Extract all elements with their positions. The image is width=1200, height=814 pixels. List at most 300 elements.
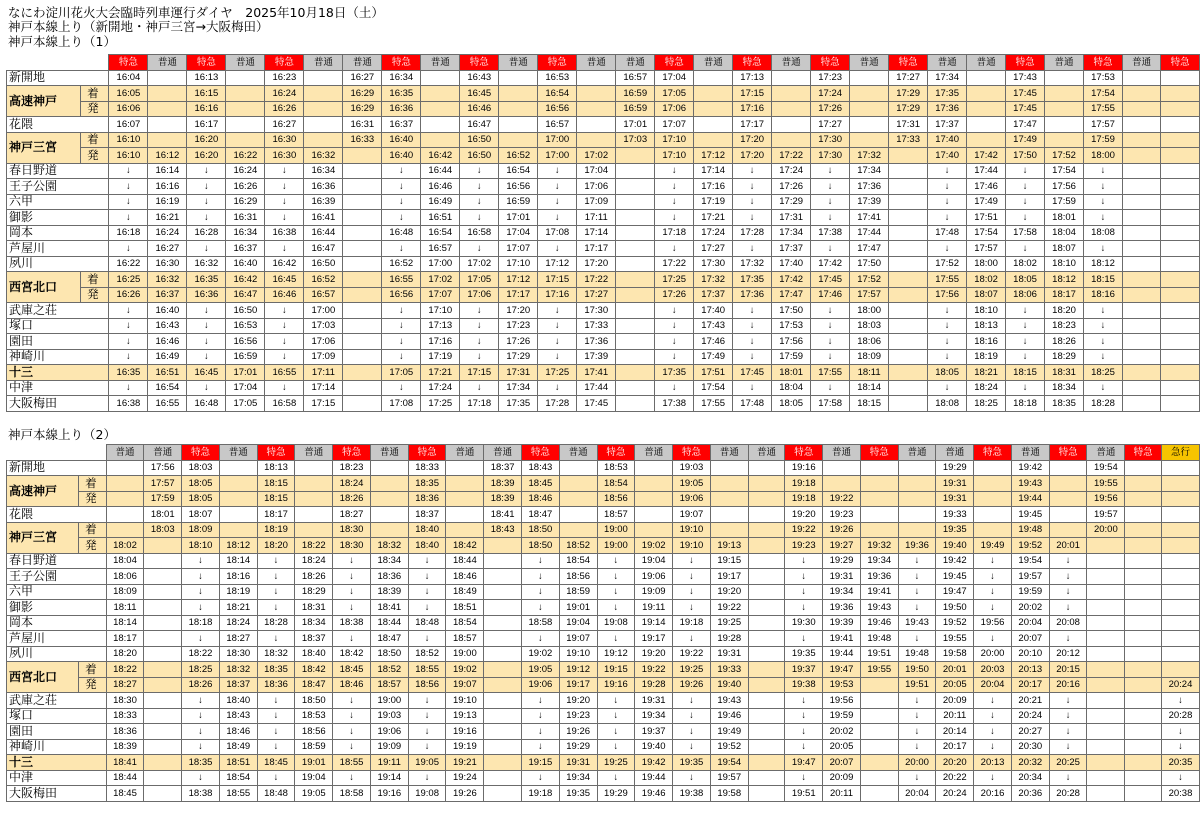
time-cell: 18:45 xyxy=(333,662,371,678)
station-name: 春日野道 xyxy=(7,163,109,179)
time-cell: ↓ xyxy=(811,334,850,350)
arrival-label: 着 xyxy=(79,662,106,678)
time-cell: 18:39 xyxy=(484,491,522,507)
time-cell xyxy=(499,101,538,117)
time-cell: ↓ xyxy=(522,724,560,740)
time-cell: ↓ xyxy=(733,334,772,350)
time-cell xyxy=(577,70,616,86)
time-cell: ↓ xyxy=(673,600,711,616)
time-cell: 17:38 xyxy=(811,225,850,241)
time-cell xyxy=(304,70,343,86)
time-cell xyxy=(144,677,182,693)
time-cell: ↓ xyxy=(1084,179,1123,195)
time-cell xyxy=(106,522,144,538)
time-cell xyxy=(616,349,655,365)
time-cell: ↓ xyxy=(522,569,560,585)
time-cell: 17:54 xyxy=(967,225,1006,241)
time-cell: 16:52 xyxy=(304,272,343,288)
time-cell xyxy=(1049,507,1087,523)
time-cell xyxy=(1087,708,1125,724)
station-name: 王子公園 xyxy=(7,569,107,585)
time-cell: 19:33 xyxy=(710,662,748,678)
time-cell xyxy=(1087,631,1125,647)
time-cell: 18:32 xyxy=(257,646,295,662)
time-cell: 19:12 xyxy=(559,662,597,678)
time-cell: 16:04 xyxy=(109,70,148,86)
train-type-cell: 普通 xyxy=(694,55,733,71)
time-cell: ↓ xyxy=(785,631,823,647)
time-cell: 20:11 xyxy=(936,708,974,724)
time-cell: ↓ xyxy=(1084,303,1123,319)
time-cell xyxy=(144,693,182,709)
time-cell: 16:53 xyxy=(226,318,265,334)
time-cell: 18:00 xyxy=(967,256,1006,272)
time-cell: ↓ xyxy=(109,318,148,334)
time-cell: 16:10 xyxy=(109,148,148,164)
time-cell: 18:22 xyxy=(106,662,144,678)
time-cell xyxy=(144,786,182,802)
time-cell: 17:22 xyxy=(577,272,616,288)
time-cell: 18:06 xyxy=(850,334,889,350)
time-cell: ↓ xyxy=(265,179,304,195)
time-cell: 16:19 xyxy=(148,194,187,210)
time-cell: 19:04 xyxy=(635,553,673,569)
time-cell: 18:17 xyxy=(1045,287,1084,303)
time-cell xyxy=(144,770,182,786)
time-cell: ↓ xyxy=(257,584,295,600)
time-cell: 20:01 xyxy=(936,662,974,678)
time-cell: ↓ xyxy=(597,600,635,616)
time-cell: 16:30 xyxy=(265,148,304,164)
time-cell: 19:56 xyxy=(823,693,861,709)
time-cell xyxy=(748,708,785,724)
time-cell: 19:55 xyxy=(936,631,974,647)
time-cell: ↓ xyxy=(974,739,1012,755)
time-cell: 17:22 xyxy=(655,256,694,272)
time-cell: 17:40 xyxy=(928,132,967,148)
time-cell: 19:31 xyxy=(936,491,974,507)
time-cell xyxy=(889,287,928,303)
time-cell: 18:23 xyxy=(333,460,371,476)
time-cell: ↓ xyxy=(785,584,823,600)
time-cell xyxy=(694,70,733,86)
time-cell xyxy=(1161,241,1200,257)
time-cell: 18:32 xyxy=(219,662,257,678)
time-cell xyxy=(748,460,785,476)
time-cell: ↓ xyxy=(382,334,421,350)
time-cell xyxy=(219,476,257,492)
time-cell: 18:40 xyxy=(295,646,333,662)
time-cell: 17:27 xyxy=(577,287,616,303)
time-cell: ↓ xyxy=(597,739,635,755)
time-cell: 17:50 xyxy=(850,256,889,272)
station-name: 花隈 xyxy=(7,117,109,133)
time-cell: 17:27 xyxy=(889,70,928,86)
time-cell: 17:03 xyxy=(616,132,655,148)
time-cell xyxy=(1161,179,1200,195)
time-cell xyxy=(748,786,785,802)
time-cell: 17:59 xyxy=(772,349,811,365)
time-cell: 17:24 xyxy=(421,380,460,396)
time-cell: ↓ xyxy=(1049,553,1087,569)
time-cell xyxy=(889,303,928,319)
time-cell: 16:17 xyxy=(187,117,226,133)
train-type-cell: 普通 xyxy=(343,55,382,71)
table-row xyxy=(7,365,1200,381)
time-cell: 17:35 xyxy=(733,272,772,288)
time-cell: ↓ xyxy=(257,553,295,569)
time-cell: ↓ xyxy=(187,210,226,226)
table-row xyxy=(7,631,1200,647)
time-cell: 19:01 xyxy=(295,755,333,771)
time-cell: 17:32 xyxy=(733,256,772,272)
time-cell: 16:48 xyxy=(382,225,421,241)
time-cell: ↓ xyxy=(257,631,295,647)
train-type-cell: 普通 xyxy=(148,55,187,71)
time-cell xyxy=(577,117,616,133)
time-cell xyxy=(343,380,382,396)
time-cell xyxy=(484,770,522,786)
time-cell: 19:13 xyxy=(446,708,484,724)
time-cell: 17:52 xyxy=(850,272,889,288)
train-type-cell: 急行 xyxy=(1161,445,1199,461)
time-cell: ↓ xyxy=(785,770,823,786)
time-cell: ↓ xyxy=(785,569,823,585)
time-cell: ↓ xyxy=(811,318,850,334)
time-cell xyxy=(1123,101,1161,117)
time-cell xyxy=(1125,755,1162,771)
time-cell xyxy=(616,396,655,412)
time-cell: 18:04 xyxy=(772,380,811,396)
time-cell: 17:49 xyxy=(1006,132,1045,148)
time-cell: ↓ xyxy=(109,210,148,226)
time-cell: 16:46 xyxy=(265,287,304,303)
time-cell xyxy=(144,724,182,740)
time-cell: ↓ xyxy=(333,584,371,600)
time-cell: 16:24 xyxy=(265,86,304,102)
train-type-cell: 普通 xyxy=(577,55,616,71)
time-cell: ↓ xyxy=(974,708,1012,724)
time-cell: ↓ xyxy=(182,631,220,647)
time-cell xyxy=(616,365,655,381)
time-cell: ↓ xyxy=(187,318,226,334)
time-cell: 19:54 xyxy=(1087,460,1125,476)
time-cell: 16:40 xyxy=(226,256,265,272)
time-cell: ↓ xyxy=(382,194,421,210)
station-name: 神戸三宮 xyxy=(7,522,79,553)
time-cell: 19:16 xyxy=(370,786,408,802)
time-cell: 17:42 xyxy=(811,256,850,272)
time-cell: 17:07 xyxy=(655,117,694,133)
time-cell: 17:23 xyxy=(499,318,538,334)
time-cell: ↓ xyxy=(1084,163,1123,179)
time-cell: 19:00 xyxy=(597,538,635,554)
station-name: 御影 xyxy=(7,210,109,226)
time-cell: 17:20 xyxy=(733,148,772,164)
time-cell: ↓ xyxy=(182,724,220,740)
time-cell xyxy=(860,507,898,523)
time-cell xyxy=(1125,770,1162,786)
time-cell: 18:31 xyxy=(1045,365,1084,381)
time-cell: 16:47 xyxy=(304,241,343,257)
time-cell: 20:20 xyxy=(936,755,974,771)
time-cell: 18:43 xyxy=(522,460,560,476)
time-cell: 19:34 xyxy=(559,770,597,786)
time-cell xyxy=(1125,600,1162,616)
time-cell: 18:11 xyxy=(106,600,144,616)
time-cell: 20:17 xyxy=(936,739,974,755)
train-type-cell: 普通 xyxy=(446,445,484,461)
time-cell: 19:50 xyxy=(936,600,974,616)
time-cell: 18:15 xyxy=(1084,272,1123,288)
time-cell: 18:56 xyxy=(559,569,597,585)
time-cell: 18:10 xyxy=(1045,256,1084,272)
train-type-cell: 特急 xyxy=(333,445,371,461)
table-row xyxy=(7,522,1200,538)
time-cell: ↓ xyxy=(785,553,823,569)
time-cell: ↓ xyxy=(333,600,371,616)
time-cell: 18:40 xyxy=(408,522,446,538)
train-type-cell: 普通 xyxy=(748,445,785,461)
time-cell: ↓ xyxy=(257,569,295,585)
time-cell: 17:28 xyxy=(538,396,577,412)
train-type-cell: 特急 xyxy=(1006,55,1045,71)
train-type-cell: 普通 xyxy=(850,55,889,71)
time-cell xyxy=(1125,631,1162,647)
time-cell: 16:39 xyxy=(304,194,343,210)
time-cell: ↓ xyxy=(1006,334,1045,350)
time-cell: 19:40 xyxy=(936,538,974,554)
time-cell: 19:18 xyxy=(673,615,711,631)
time-cell: ↓ xyxy=(382,210,421,226)
time-cell xyxy=(1125,708,1162,724)
time-cell xyxy=(1123,303,1161,319)
time-cell xyxy=(1123,334,1161,350)
time-cell xyxy=(1123,163,1161,179)
time-cell xyxy=(484,786,522,802)
time-cell: 19:40 xyxy=(710,677,748,693)
time-cell: 19:22 xyxy=(823,491,861,507)
time-cell: 20:04 xyxy=(1011,615,1049,631)
time-cell: ↓ xyxy=(655,334,694,350)
time-cell xyxy=(635,507,673,523)
time-cell xyxy=(889,272,928,288)
time-cell: ↓ xyxy=(733,380,772,396)
time-cell: 20:34 xyxy=(1011,770,1049,786)
time-cell xyxy=(1123,380,1161,396)
time-cell: 20:24 xyxy=(1011,708,1049,724)
time-cell xyxy=(343,318,382,334)
time-cell xyxy=(343,256,382,272)
station-name: 武庫之荘 xyxy=(7,693,107,709)
train-type-cell: 普通 xyxy=(295,445,333,461)
time-cell: 16:31 xyxy=(226,210,265,226)
time-cell: ↓ xyxy=(597,569,635,585)
time-cell: ↓ xyxy=(974,569,1012,585)
time-cell: 16:54 xyxy=(538,86,577,102)
time-cell: 18:26 xyxy=(182,677,220,693)
time-cell: 19:41 xyxy=(860,584,898,600)
departure-label: 発 xyxy=(81,101,109,117)
table-row xyxy=(7,693,1200,709)
time-cell xyxy=(616,334,655,350)
time-cell xyxy=(1125,646,1162,662)
time-cell: 19:29 xyxy=(559,739,597,755)
time-cell: ↓ xyxy=(460,179,499,195)
train-type-cell: 普通 xyxy=(936,445,974,461)
time-cell xyxy=(1125,615,1162,631)
time-cell: ↓ xyxy=(109,349,148,365)
arrival-label: 着 xyxy=(79,476,106,492)
time-cell: 18:06 xyxy=(1006,287,1045,303)
time-cell: 17:45 xyxy=(1006,86,1045,102)
header-corner xyxy=(7,55,109,71)
station-name: 武庫之荘 xyxy=(7,303,109,319)
time-cell: 17:10 xyxy=(655,132,694,148)
time-cell: 18:08 xyxy=(928,396,967,412)
time-cell: 16:59 xyxy=(616,101,655,117)
time-cell: ↓ xyxy=(460,194,499,210)
time-cell: 17:04 xyxy=(577,163,616,179)
time-cell: ↓ xyxy=(257,693,295,709)
time-cell: 19:50 xyxy=(898,662,936,678)
time-cell: 19:23 xyxy=(823,507,861,523)
time-cell: 18:12 xyxy=(219,538,257,554)
time-cell: 19:43 xyxy=(1011,476,1049,492)
time-cell: ↓ xyxy=(1006,194,1045,210)
time-cell: 17:03 xyxy=(304,318,343,334)
time-cell: ↓ xyxy=(257,600,295,616)
time-cell: ↓ xyxy=(382,241,421,257)
time-cell: 16:45 xyxy=(187,365,226,381)
time-cell: ↓ xyxy=(597,724,635,740)
time-cell xyxy=(1161,646,1199,662)
time-cell: 19:09 xyxy=(635,584,673,600)
time-cell: 17:23 xyxy=(811,70,850,86)
time-cell: 19:03 xyxy=(673,460,711,476)
train-type-cell: 特急 xyxy=(673,445,711,461)
time-cell: ↓ xyxy=(733,241,772,257)
table-row xyxy=(7,615,1200,631)
time-cell: 19:30 xyxy=(785,615,823,631)
time-cell: 19:15 xyxy=(597,662,635,678)
time-cell: ↓ xyxy=(109,194,148,210)
time-cell xyxy=(850,101,889,117)
time-cell: ↓ xyxy=(1161,770,1199,786)
time-cell: 18:31 xyxy=(295,600,333,616)
time-cell: 18:00 xyxy=(850,303,889,319)
time-cell: 19:07 xyxy=(673,507,711,523)
time-cell: 17:22 xyxy=(772,148,811,164)
time-cell: 17:01 xyxy=(226,365,265,381)
time-cell: ↓ xyxy=(811,210,850,226)
arrival-label: 着 xyxy=(81,132,109,148)
time-cell: ↓ xyxy=(382,179,421,195)
time-cell: ↓ xyxy=(898,693,936,709)
time-cell: 17:35 xyxy=(655,365,694,381)
time-cell: 17:00 xyxy=(538,148,577,164)
time-cell: 18:22 xyxy=(182,646,220,662)
time-cell xyxy=(559,491,597,507)
time-cell: 19:05 xyxy=(295,786,333,802)
time-cell: 17:57 xyxy=(967,241,1006,257)
time-cell: 17:13 xyxy=(421,318,460,334)
time-cell: 16:23 xyxy=(265,70,304,86)
time-cell: ↓ xyxy=(109,334,148,350)
train-type-cell: 普通 xyxy=(304,55,343,71)
time-cell xyxy=(1161,303,1200,319)
time-cell xyxy=(484,708,522,724)
time-cell xyxy=(694,86,733,102)
time-cell: 20:05 xyxy=(936,677,974,693)
time-cell: 17:36 xyxy=(850,179,889,195)
time-cell: 19:14 xyxy=(370,770,408,786)
timetable-1 xyxy=(6,54,1200,412)
time-cell: 19:17 xyxy=(710,569,748,585)
time-cell: 19:13 xyxy=(710,538,748,554)
time-cell: ↓ xyxy=(1084,380,1123,396)
time-cell: ↓ xyxy=(733,194,772,210)
time-cell xyxy=(1087,584,1125,600)
time-cell: 18:15 xyxy=(257,491,295,507)
time-cell: 19:05 xyxy=(408,755,446,771)
time-cell xyxy=(1161,318,1200,334)
time-cell xyxy=(1161,194,1200,210)
time-cell: 19:15 xyxy=(522,755,560,771)
time-cell: 19:00 xyxy=(370,693,408,709)
header-corner xyxy=(7,445,107,461)
time-cell xyxy=(1045,86,1084,102)
table-row xyxy=(7,334,1200,350)
time-cell: ↓ xyxy=(655,318,694,334)
time-cell: ↓ xyxy=(655,210,694,226)
time-cell: ↓ xyxy=(811,380,850,396)
time-cell xyxy=(1123,70,1161,86)
time-cell: 17:37 xyxy=(928,117,967,133)
time-cell xyxy=(967,101,1006,117)
time-cell xyxy=(559,460,597,476)
time-cell: ↓ xyxy=(408,724,446,740)
time-cell: 16:51 xyxy=(421,210,460,226)
time-cell: 17:33 xyxy=(577,318,616,334)
time-cell: ↓ xyxy=(538,349,577,365)
time-cell: ↓ xyxy=(382,349,421,365)
time-cell: 16:37 xyxy=(226,241,265,257)
time-cell: 19:37 xyxy=(785,662,823,678)
time-cell: ↓ xyxy=(811,163,850,179)
time-cell: ↓ xyxy=(1006,210,1045,226)
time-cell xyxy=(710,476,748,492)
time-cell xyxy=(446,460,484,476)
time-cell xyxy=(219,491,257,507)
time-cell: 19:20 xyxy=(785,507,823,523)
time-cell: 18:49 xyxy=(446,584,484,600)
time-cell xyxy=(370,460,408,476)
time-cell: 17:12 xyxy=(694,148,733,164)
time-cell: ↓ xyxy=(538,179,577,195)
time-cell: 17:00 xyxy=(538,132,577,148)
time-cell: 18:24 xyxy=(333,476,371,492)
departure-label: 発 xyxy=(79,677,106,693)
time-cell: 18:09 xyxy=(182,522,220,538)
table-row xyxy=(7,210,1200,226)
train-type-cell: 特急 xyxy=(655,55,694,71)
time-cell: 17:33 xyxy=(889,132,928,148)
time-cell: ↓ xyxy=(333,693,371,709)
time-cell: 19:34 xyxy=(823,584,861,600)
time-cell: 16:54 xyxy=(421,225,460,241)
time-cell: 18:57 xyxy=(446,631,484,647)
